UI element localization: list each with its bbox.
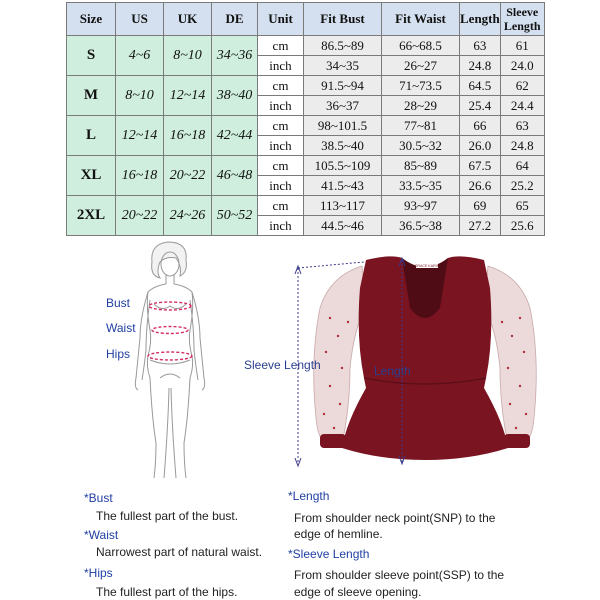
unit-cell: cm (258, 76, 304, 96)
note-bust-title: *Bust (84, 491, 113, 505)
size-cell: M (67, 76, 116, 116)
fit-bust-cm-cell: 86.5~89 (304, 36, 382, 56)
us-size-cell: 16~18 (116, 156, 164, 196)
sleeve-length-cm-cell: 62 (500, 76, 544, 96)
length-inch-cell: 26.0 (460, 136, 501, 156)
size-cell: 2XL (67, 196, 116, 236)
us-size-cell: 8~10 (116, 76, 164, 116)
unit-cell: inch (258, 136, 304, 156)
sleeve-length-inch-cell: 24.0 (500, 56, 544, 76)
fit-waist-inch-cell: 33.5~35 (382, 176, 460, 196)
table-body (67, 36, 545, 236)
fit-waist-inch-cell: 28~29 (382, 96, 460, 116)
fit-waist-cm-cell: 66~68.5 (382, 36, 460, 56)
unit-cell: cm (258, 156, 304, 176)
uk-size-cell: 20~22 (164, 156, 212, 196)
fit-bust-inch-cell: 44.5~46 (304, 216, 382, 236)
us-size-cell: 20~22 (116, 196, 164, 236)
fit-bust-cm-cell: 98~101.5 (304, 116, 382, 136)
note-waist-title: *Waist (84, 528, 119, 542)
de-size-cell: 50~52 (212, 196, 258, 236)
fit-waist-cm-cell: 93~97 (382, 196, 460, 216)
bust-label: Bust (106, 296, 131, 310)
header-fit-bust: Fit Bust (304, 3, 382, 36)
garment-tag-text: GRACE KARIN (414, 264, 440, 268)
unit-cell: inch (258, 56, 304, 76)
length-inch-cell: 27.2 (460, 216, 501, 236)
header-fit-waist: Fit Waist (382, 3, 460, 36)
note-bust-desc: The fullest part of the bust. (96, 509, 239, 523)
unit-cell: cm (258, 196, 304, 216)
size-chart-table (66, 2, 545, 236)
sleeve-length-inch-cell: 24.8 (500, 136, 544, 156)
hips-label: Hips (106, 347, 131, 361)
sleeve-length-inch-cell: 25.6 (500, 216, 544, 236)
table-row (67, 76, 545, 96)
note-length-title: *Length (288, 489, 330, 503)
length-cm-cell: 64.5 (460, 76, 501, 96)
note-sleeve-desc-2: edge of sleeve opening. (294, 585, 422, 599)
uk-size-cell: 12~14 (164, 76, 212, 116)
size-cell: L (67, 116, 116, 156)
note-hips-title: *Hips (84, 566, 113, 580)
de-size-cell: 42~44 (212, 116, 258, 156)
sleeve-length-cm-cell: 65 (500, 196, 544, 216)
fit-bust-inch-cell: 36~37 (304, 96, 382, 116)
note-waist-desc: Narrowest part of natural waist. (96, 545, 263, 559)
fit-waist-inch-cell: 36.5~38 (382, 216, 460, 236)
length-cm-cell: 69 (460, 196, 501, 216)
fit-bust-cm-cell: 91.5~94 (304, 76, 382, 96)
note-length-desc-2: edge of hemline. (294, 527, 383, 541)
fit-bust-inch-cell: 34~35 (304, 56, 382, 76)
length-inch-cell: 25.4 (460, 96, 501, 116)
fit-bust-inch-cell: 41.5~43 (304, 176, 382, 196)
header-unit: Unit (258, 3, 304, 36)
length-cm-cell: 67.5 (460, 156, 501, 176)
unit-cell: inch (258, 216, 304, 236)
size-cell: S (67, 36, 116, 76)
de-size-cell: 38~40 (212, 76, 258, 116)
note-hips-desc: The fullest part of the hips. (96, 585, 238, 599)
size-cell: XL (67, 156, 116, 196)
unit-cell: cm (258, 36, 304, 56)
header-us: US (116, 3, 164, 36)
fit-bust-cm-cell: 105.5~109 (304, 156, 382, 176)
fit-waist-cm-cell: 77~81 (382, 116, 460, 136)
note-sleeve-title: *Sleeve Length (288, 547, 370, 561)
table-row (67, 156, 545, 176)
length-cm-cell: 63 (460, 36, 501, 56)
sleeve-length-cm-cell: 61 (500, 36, 544, 56)
note-length-desc-1: From shoulder neck point(SNP) to the (294, 511, 496, 525)
header-uk: UK (164, 3, 212, 36)
header-length: Length (460, 3, 501, 36)
fit-waist-inch-cell: 26~27 (382, 56, 460, 76)
sleeve-length-label: Sleeve Length (244, 358, 321, 372)
uk-size-cell: 16~18 (164, 116, 212, 156)
header-de: DE (212, 3, 258, 36)
garment-figure (290, 248, 560, 483)
length-label: Length (374, 364, 411, 378)
sleeve-length-cm-cell: 63 (500, 116, 544, 136)
fit-waist-cm-cell: 71~73.5 (382, 76, 460, 96)
length-inch-cell: 24.8 (460, 56, 501, 76)
sleeve-length-cm-cell: 64 (500, 156, 544, 176)
uk-size-cell: 8~10 (164, 36, 212, 76)
uk-size-cell: 24~26 (164, 196, 212, 236)
unit-cell: cm (258, 116, 304, 136)
de-size-cell: 34~36 (212, 36, 258, 76)
body-measurement-figure (120, 238, 220, 483)
fit-waist-inch-cell: 30.5~32 (382, 136, 460, 156)
waist-label: Waist (106, 321, 136, 335)
sleeve-length-inch-cell: 25.2 (500, 176, 544, 196)
length-inch-cell: 26.6 (460, 176, 501, 196)
header-sleeve-length: Sleeve Length (500, 3, 544, 36)
header-size: Size (67, 3, 116, 36)
fit-bust-inch-cell: 38.5~40 (304, 136, 382, 156)
us-size-cell: 4~6 (116, 36, 164, 76)
length-cm-cell: 66 (460, 116, 501, 136)
note-sleeve-desc-1: From shoulder sleeve point(SSP) to the (294, 568, 505, 582)
table-row (67, 36, 545, 56)
table-row (67, 196, 545, 216)
sleeve-length-inch-cell: 24.4 (500, 96, 544, 116)
fit-bust-cm-cell: 113~117 (304, 196, 382, 216)
unit-cell: inch (258, 96, 304, 116)
table-header-row (67, 3, 545, 36)
us-size-cell: 12~14 (116, 116, 164, 156)
fit-waist-cm-cell: 85~89 (382, 156, 460, 176)
table-row (67, 116, 545, 136)
de-size-cell: 46~48 (212, 156, 258, 196)
unit-cell: inch (258, 176, 304, 196)
